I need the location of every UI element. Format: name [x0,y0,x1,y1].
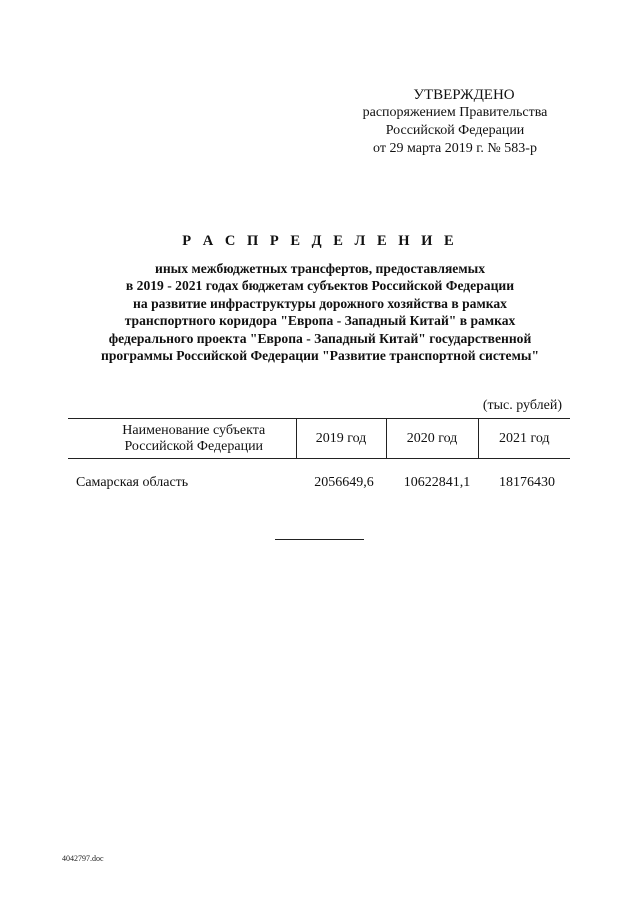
header-2021: 2021 год [478,419,570,459]
subtitle-line: на развитие инфраструктуры дорожного хозяйства в рамках [133,295,507,311]
header-name-line: Наименование субъекта [122,422,266,438]
approval-date-number: от 29 марта 2019 г. № 583-р [373,141,537,156]
table-row [68,459,570,508]
cell-2021: 18176430 [499,475,555,490]
subtitle-line: программы Российской Федерации "Развитие транспортной системы" [100,348,540,364]
end-divider [275,539,364,540]
cell-region: Самарская область [76,475,189,490]
approval-block [330,86,580,158]
subtitle-line: в 2019 - 2021 годах бюджетам субъектов Российской Федерации [125,278,515,294]
approval-line: распоряжением Правительства [362,105,548,120]
document-title: Р А С П Р Е Д Е Л Е Н И Е [182,233,458,249]
subtitle-line: иных межбюджетных трансфертов, предоставляемых [155,261,485,276]
header-2020: 2020 год [386,419,478,459]
units-label: (тыс. рублей) [482,398,562,413]
document-subtitle [40,260,600,364]
document-file-ref: 4042797.doc [62,854,104,863]
cell-2019: 2056649,6 [314,475,374,490]
subtitle-line: транспортного коридора "Европа - Западный Китай" в рамках [124,313,516,329]
header-2019: 2019 год [296,419,386,459]
header-region-name [68,419,296,459]
table-header-row [68,419,570,459]
budget-table [68,418,570,507]
approval-line: Российской Федерации [385,123,525,138]
approval-heading: УТВЕРЖДЕНО [413,87,515,103]
cell-2020: 10622841,1 [403,475,471,490]
header-name-line: Российской Федерации [124,438,264,454]
subtitle-line: федерального проекта "Европа - Западный Китай" государственной [108,330,532,346]
